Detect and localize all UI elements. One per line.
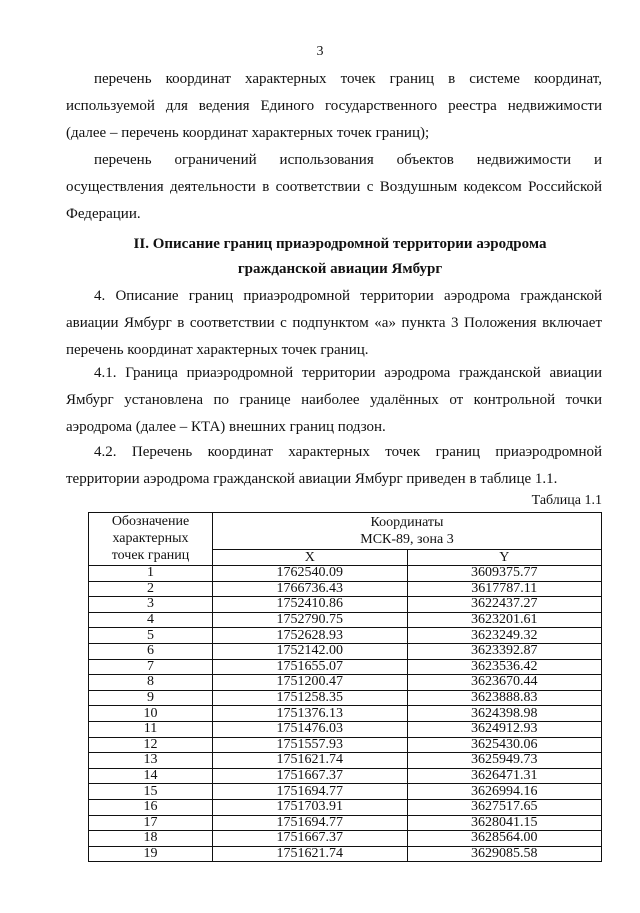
table-cell-n: 2 — [89, 581, 213, 597]
table-cell-n: 1 — [89, 566, 213, 582]
table-cell-y: 3627517.65 — [407, 799, 602, 815]
column-header-y: Y — [407, 550, 602, 566]
paragraph-4: 4. Описание границ приаэродромной территории аэродрома гражданской авиации Ямбург в соответствии с подпунктом «а» пункта 3 Положения включает перечень координат характерных точек границ. — [66, 288, 602, 358]
table-row — [89, 581, 602, 597]
table-cell-y: 3617787.11 — [407, 581, 602, 597]
table-cell-n: 5 — [89, 628, 213, 644]
table-row — [89, 675, 602, 691]
table-cell-n: 16 — [89, 799, 213, 815]
table-caption: Таблица 1.1 — [531, 493, 602, 508]
table-row — [89, 815, 602, 831]
table-cell-n: 14 — [89, 768, 213, 784]
table-cell-x: 1766736.43 — [213, 581, 408, 597]
coordinates-table — [88, 512, 602, 862]
table-cell-y: 3623888.83 — [407, 690, 602, 706]
paragraph-restrictions-list: перечень ограничений использования объектов недвижимости и осуществления деятельности в соответствии с Воздушным кодексом Российской Федерации. — [66, 152, 602, 222]
table-row — [89, 659, 602, 675]
table-cell-y: 3625949.73 — [407, 753, 602, 769]
table-cell-y: 3623201.61 — [407, 612, 602, 628]
table-row — [89, 628, 602, 644]
table-cell-x: 1751200.47 — [213, 675, 408, 691]
table-cell-x: 1752628.93 — [213, 628, 408, 644]
table-cell-n: 7 — [89, 659, 213, 675]
table-cell-x: 1752790.75 — [213, 612, 408, 628]
table-cell-y: 3624912.93 — [407, 721, 602, 737]
table-row — [89, 690, 602, 706]
table-cell-y: 3628041.15 — [407, 815, 602, 831]
table-cell-n: 11 — [89, 721, 213, 737]
table-cell-y: 3626994.16 — [407, 784, 602, 800]
table-cell-y: 3623249.32 — [407, 628, 602, 644]
column-header-x: X — [213, 550, 408, 566]
table-cell-x: 1751476.03 — [213, 721, 408, 737]
page-number: 3 — [316, 44, 324, 59]
table-cell-n: 13 — [89, 753, 213, 769]
table-row — [89, 643, 602, 659]
table-cell-x: 1751621.74 — [213, 753, 408, 769]
section-heading-line1: II. Описание границ приаэродромной территории аэродрома — [133, 236, 547, 252]
table-cell-n: 12 — [89, 737, 213, 753]
table-cell-n: 8 — [89, 675, 213, 691]
table-cell-x: 1751621.74 — [213, 846, 408, 862]
table-cell-x: 1751655.07 — [213, 659, 408, 675]
table-cell-n: 15 — [89, 784, 213, 800]
table-cell-x: 1751694.77 — [213, 815, 408, 831]
column-group-coordinates: Координаты МСК-89, зона 3 — [213, 513, 602, 550]
table-cell-y: 3623670.44 — [407, 675, 602, 691]
table-cell-y: 3624398.98 — [407, 706, 602, 722]
table-cell-y: 3623536.42 — [407, 659, 602, 675]
table-body — [89, 566, 602, 862]
table-row — [89, 597, 602, 613]
paragraph-coordinates-list: перечень координат характерных точек границ в системе координат, используемой для ведения Единого государственного реестра недвижимости (далее – перечень координат характерных точек границ); — [66, 71, 602, 141]
table-cell-n: 19 — [89, 846, 213, 862]
table-cell-n: 17 — [89, 815, 213, 831]
table-cell-y: 3625430.06 — [407, 737, 602, 753]
section-heading-line2: гражданской авиации Ямбург — [237, 261, 443, 277]
table-cell-x: 1751667.37 — [213, 831, 408, 847]
table-row — [89, 799, 602, 815]
table-cell-y: 3626471.31 — [407, 768, 602, 784]
table-cell-y: 3623392.87 — [407, 643, 602, 659]
table-row — [89, 831, 602, 847]
table-row — [89, 846, 602, 862]
table-row — [89, 706, 602, 722]
paragraph-4-1: 4.1. Граница приаэродромной территории аэродрома гражданской авиации Ямбург установлена по границе наиболее удалённых от контрольной точки аэродрома (далее – КТА) внешних границ подзон. — [66, 365, 602, 435]
table-row — [89, 753, 602, 769]
section-heading — [60, 232, 620, 282]
table-cell-y: 3609375.77 — [407, 566, 602, 582]
table-cell-y: 3629085.58 — [407, 846, 602, 862]
table-cell-x: 1751376.13 — [213, 706, 408, 722]
table-cell-x: 1751694.77 — [213, 784, 408, 800]
table-cell-x: 1762540.09 — [213, 566, 408, 582]
table-cell-n: 9 — [89, 690, 213, 706]
table-cell-n: 18 — [89, 831, 213, 847]
table-cell-n: 3 — [89, 597, 213, 613]
table-cell-n: 4 — [89, 612, 213, 628]
table-cell-x: 1751703.91 — [213, 799, 408, 815]
table-cell-x: 1752142.00 — [213, 643, 408, 659]
table-row — [89, 737, 602, 753]
table-cell-x: 1752410.86 — [213, 597, 408, 613]
table-row — [89, 784, 602, 800]
column-header-point: Обозначение характерных точек границ — [89, 513, 213, 566]
table-cell-y: 3622437.27 — [407, 597, 602, 613]
table-cell-y: 3628564.00 — [407, 831, 602, 847]
table-row — [89, 612, 602, 628]
table-row — [89, 566, 602, 582]
table-cell-x: 1751258.35 — [213, 690, 408, 706]
paragraph-4-2: 4.2. Перечень координат характерных точек границ приаэродромной территории аэродрома гражданской авиации Ямбург приведен в таблице 1.1. — [66, 444, 602, 487]
table-cell-n: 10 — [89, 706, 213, 722]
table-cell-n: 6 — [89, 643, 213, 659]
table-row — [89, 721, 602, 737]
table-row — [89, 768, 602, 784]
table-cell-x: 1751557.93 — [213, 737, 408, 753]
table-cell-x: 1751667.37 — [213, 768, 408, 784]
